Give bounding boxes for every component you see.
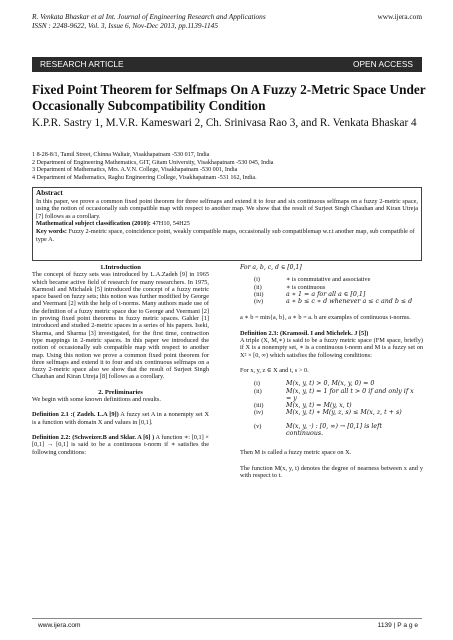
abstract-heading: Abstract xyxy=(36,189,63,197)
abstract-text: In this paper, we prove a common fixed point theorem for three selfmaps and extend it to four and six continuous selfmaps on a fuzzy 2-metric space, using the notion of occasionally sub compatible map with respect to another map. We show that the result of Surjeet Singh Chauhan and Kiran Utreja [7] follows as a corollary. xyxy=(36,197,418,220)
then-text: Then M is called a fuzzy metric space on X. xyxy=(240,449,352,457)
affiliation-1: 1 8-28-8/1, Tamil Street, Chinna Waltair, Visakhapatnam -530 017, India xyxy=(32,152,210,158)
open-access-label: OPEN ACCESS xyxy=(352,59,413,69)
for-abcd-line: For a, b, c, d ∈ [0,1] xyxy=(240,264,302,271)
introduction-text: The concept of fuzzy sets was introduced by L.A.Zadeh [9] in 1965 which became active field of research for many researchers. In 1975, Karmosil and Michalek [5] introduced the concept of a fuzzy metric space based on fuzzy sets; this notion was further modified by George and Veermani [2] with the help of t-norms. Many authors made use of the definition of a fuzzy metric space due to George and Veermani [2] in proving fixed point theorems in fuzzy metric spaces. Gahler [1] introduced and studied 2-metric spaces in a series of his papers. Iseki, Sharma, and Sharma [3] investigated, for the first time, contraction type mappings in 2-metric spaces. In this paper we introduced the notion of occasionally sub compatible map with respect to another map. Using this notion we prove a common fixed point theorem for three selfmaps and extend it to four and six continuous selfmaps on a fuzzy 2-metric space also we show that the result of Surjeet Singh Chauhan and Kiran Utreja [8] follows as a corollary. xyxy=(32,271,209,381)
running-header xyxy=(32,12,422,30)
tnorm-examples: a ∗ b = min{a, b}, a ∗ b = a. b are examples of continuous t-norms. xyxy=(240,314,411,322)
item-number: (ii) xyxy=(254,283,262,291)
item-text: ∗ is commutative and associative xyxy=(286,276,371,284)
item-text: ∗ is continuous xyxy=(286,283,326,291)
abstract-box xyxy=(32,187,422,261)
item-number: (iii) xyxy=(254,290,264,298)
list-item xyxy=(254,298,416,305)
item-number: (v) xyxy=(254,422,262,430)
list-item xyxy=(254,284,416,291)
list-item xyxy=(254,417,423,438)
item-text: M(x, y, t) = 1 for all t > 0 if and only if x = y xyxy=(286,387,414,402)
item-text: a ∗ 1 = a for all a ∈ [0,1] xyxy=(286,290,366,298)
author-list: K.P.R. Sastry 1, M.V.R. Kameswari 2, Ch. Srinivasa Rao 3, and R. Venkata Bhaskar 4 xyxy=(32,117,417,129)
keywords-line xyxy=(36,228,418,243)
footer-url-link[interactable]: www.ijera.com xyxy=(38,622,81,629)
introduction-heading: 1.Introduction xyxy=(100,264,141,271)
preliminaries-text: We begin with some known definitions and results. xyxy=(32,396,161,404)
list-item xyxy=(254,291,416,298)
item-text: M(x, y, t) > 0, M(x, y, 0) = 0 xyxy=(286,380,375,388)
affiliation-3: 3 Department of Mathematics, Mrs. A.V.N. College, Visakhapatnam -530 001, India xyxy=(32,167,238,174)
item-text: M(x, y, t) ∗ M(y, z, s) ≤ M(x, z, t + s) xyxy=(286,409,402,417)
item-text: M(x, y, t) = M(y, x, t) xyxy=(286,402,352,410)
definition-2-2-heading: Definition 2.2: (Schweizer.B and Sklar. A [6] ) xyxy=(32,433,155,441)
msc-value: 47H10, 54H25 xyxy=(152,220,190,228)
list-item xyxy=(254,388,423,403)
msc-label: Mathematical subject classification (2010): xyxy=(36,220,151,228)
right-column xyxy=(240,264,423,479)
msc-line xyxy=(36,220,418,228)
function-text: The function M(x, y, t) denotes the degree of nearness between x and y with respect to t. xyxy=(240,464,423,479)
definition-2-2 xyxy=(32,434,209,456)
affiliation-2: 2 Department of Engineering Mathematics, GIT, Gitam University, Visakhapatnam -530 045, India xyxy=(32,159,274,166)
affiliation-4: 4 Department of Mathematics, Raghu Engineering College, Visakhapatnam -531 162, India. xyxy=(32,174,257,181)
article-type-banner xyxy=(32,57,422,72)
definition-2-1 xyxy=(32,411,209,426)
definition-2-3-heading: Definition 2.3: (Kramosil. I and Michelek. J [5]) xyxy=(240,329,369,337)
citation-line-1: R. Venkata Bhaskar et al Int. Journal of Engineering Research and Applications xyxy=(32,12,266,21)
definition-2-1-heading: Definition 2.1 :( Zadeh. L.A [9]) xyxy=(32,411,119,419)
item-text: M(x, y, ·) : [0, ∞) → [0,1] is left continuous. xyxy=(286,422,382,438)
definition-2-3 xyxy=(240,330,423,359)
left-column xyxy=(32,264,209,456)
list-item xyxy=(254,409,423,416)
definition-2-1-text: A fuzzy set A in a nonempty set X is a function with domain X and values in [0,1]. xyxy=(32,411,209,426)
research-article-label: RESEARCH ARTICLE xyxy=(40,59,124,69)
item-number: (iv) xyxy=(254,409,264,417)
header-url-link[interactable]: www.ijera.com xyxy=(377,12,422,21)
page-footer xyxy=(32,618,422,633)
preliminaries-heading: 2. Preliminaries xyxy=(98,388,143,396)
for-xyz-line: For x, y, z ∈ X and t, s > 0. xyxy=(240,366,309,374)
list-item xyxy=(254,380,423,387)
item-number: (iv) xyxy=(254,298,264,306)
paper-title: Fixed Point Theorem for Selfmaps On A Fuzzy 2-Metric Space Under Occasionally Subcompatibility Condition xyxy=(32,82,426,113)
page-number: 1139 | P a g e xyxy=(377,622,418,629)
item-text: a ∗ b ≤ c ∗ d whenever a ≤ c and b ≤ d xyxy=(286,298,413,306)
keywords-label: Key words: xyxy=(36,227,67,235)
affiliations xyxy=(32,152,422,182)
item-number: (i) xyxy=(254,276,260,284)
definition-2-2-text: A function ∗: [0,1] × [0,1] → [0,1] is said to be a continuous t-norm if ∗ satisfies the following conditions: xyxy=(32,433,209,456)
fuzzy-metric-axioms-list xyxy=(254,380,423,437)
item-number: (i) xyxy=(254,380,260,388)
keywords-value: Fuzzy 2-metric space, coincidence point, weakly compatible maps, occasionally sub compatiblemap w.r.t another map, sub compatible of type A. xyxy=(36,227,415,243)
tnorm-axioms-list xyxy=(254,276,416,305)
definition-2-3-text: A triple (X, M,∗) is said to be a fuzzy metric space (FM space, briefly) if X is a nonempty set, ∗ is a continuous t-norm and M is a fuzzy set on X² × [0, ∞) which satisfies the following conditions: xyxy=(240,337,423,359)
item-number: (ii) xyxy=(254,387,262,395)
list-item xyxy=(254,276,416,283)
citation-line-2: ISSN : 2248-9622, Vol. 3, Issue 6, Nov-Dec 2013, pp.1139-1145 xyxy=(32,21,218,30)
list-item xyxy=(254,402,423,409)
item-number: (iii) xyxy=(254,402,264,410)
